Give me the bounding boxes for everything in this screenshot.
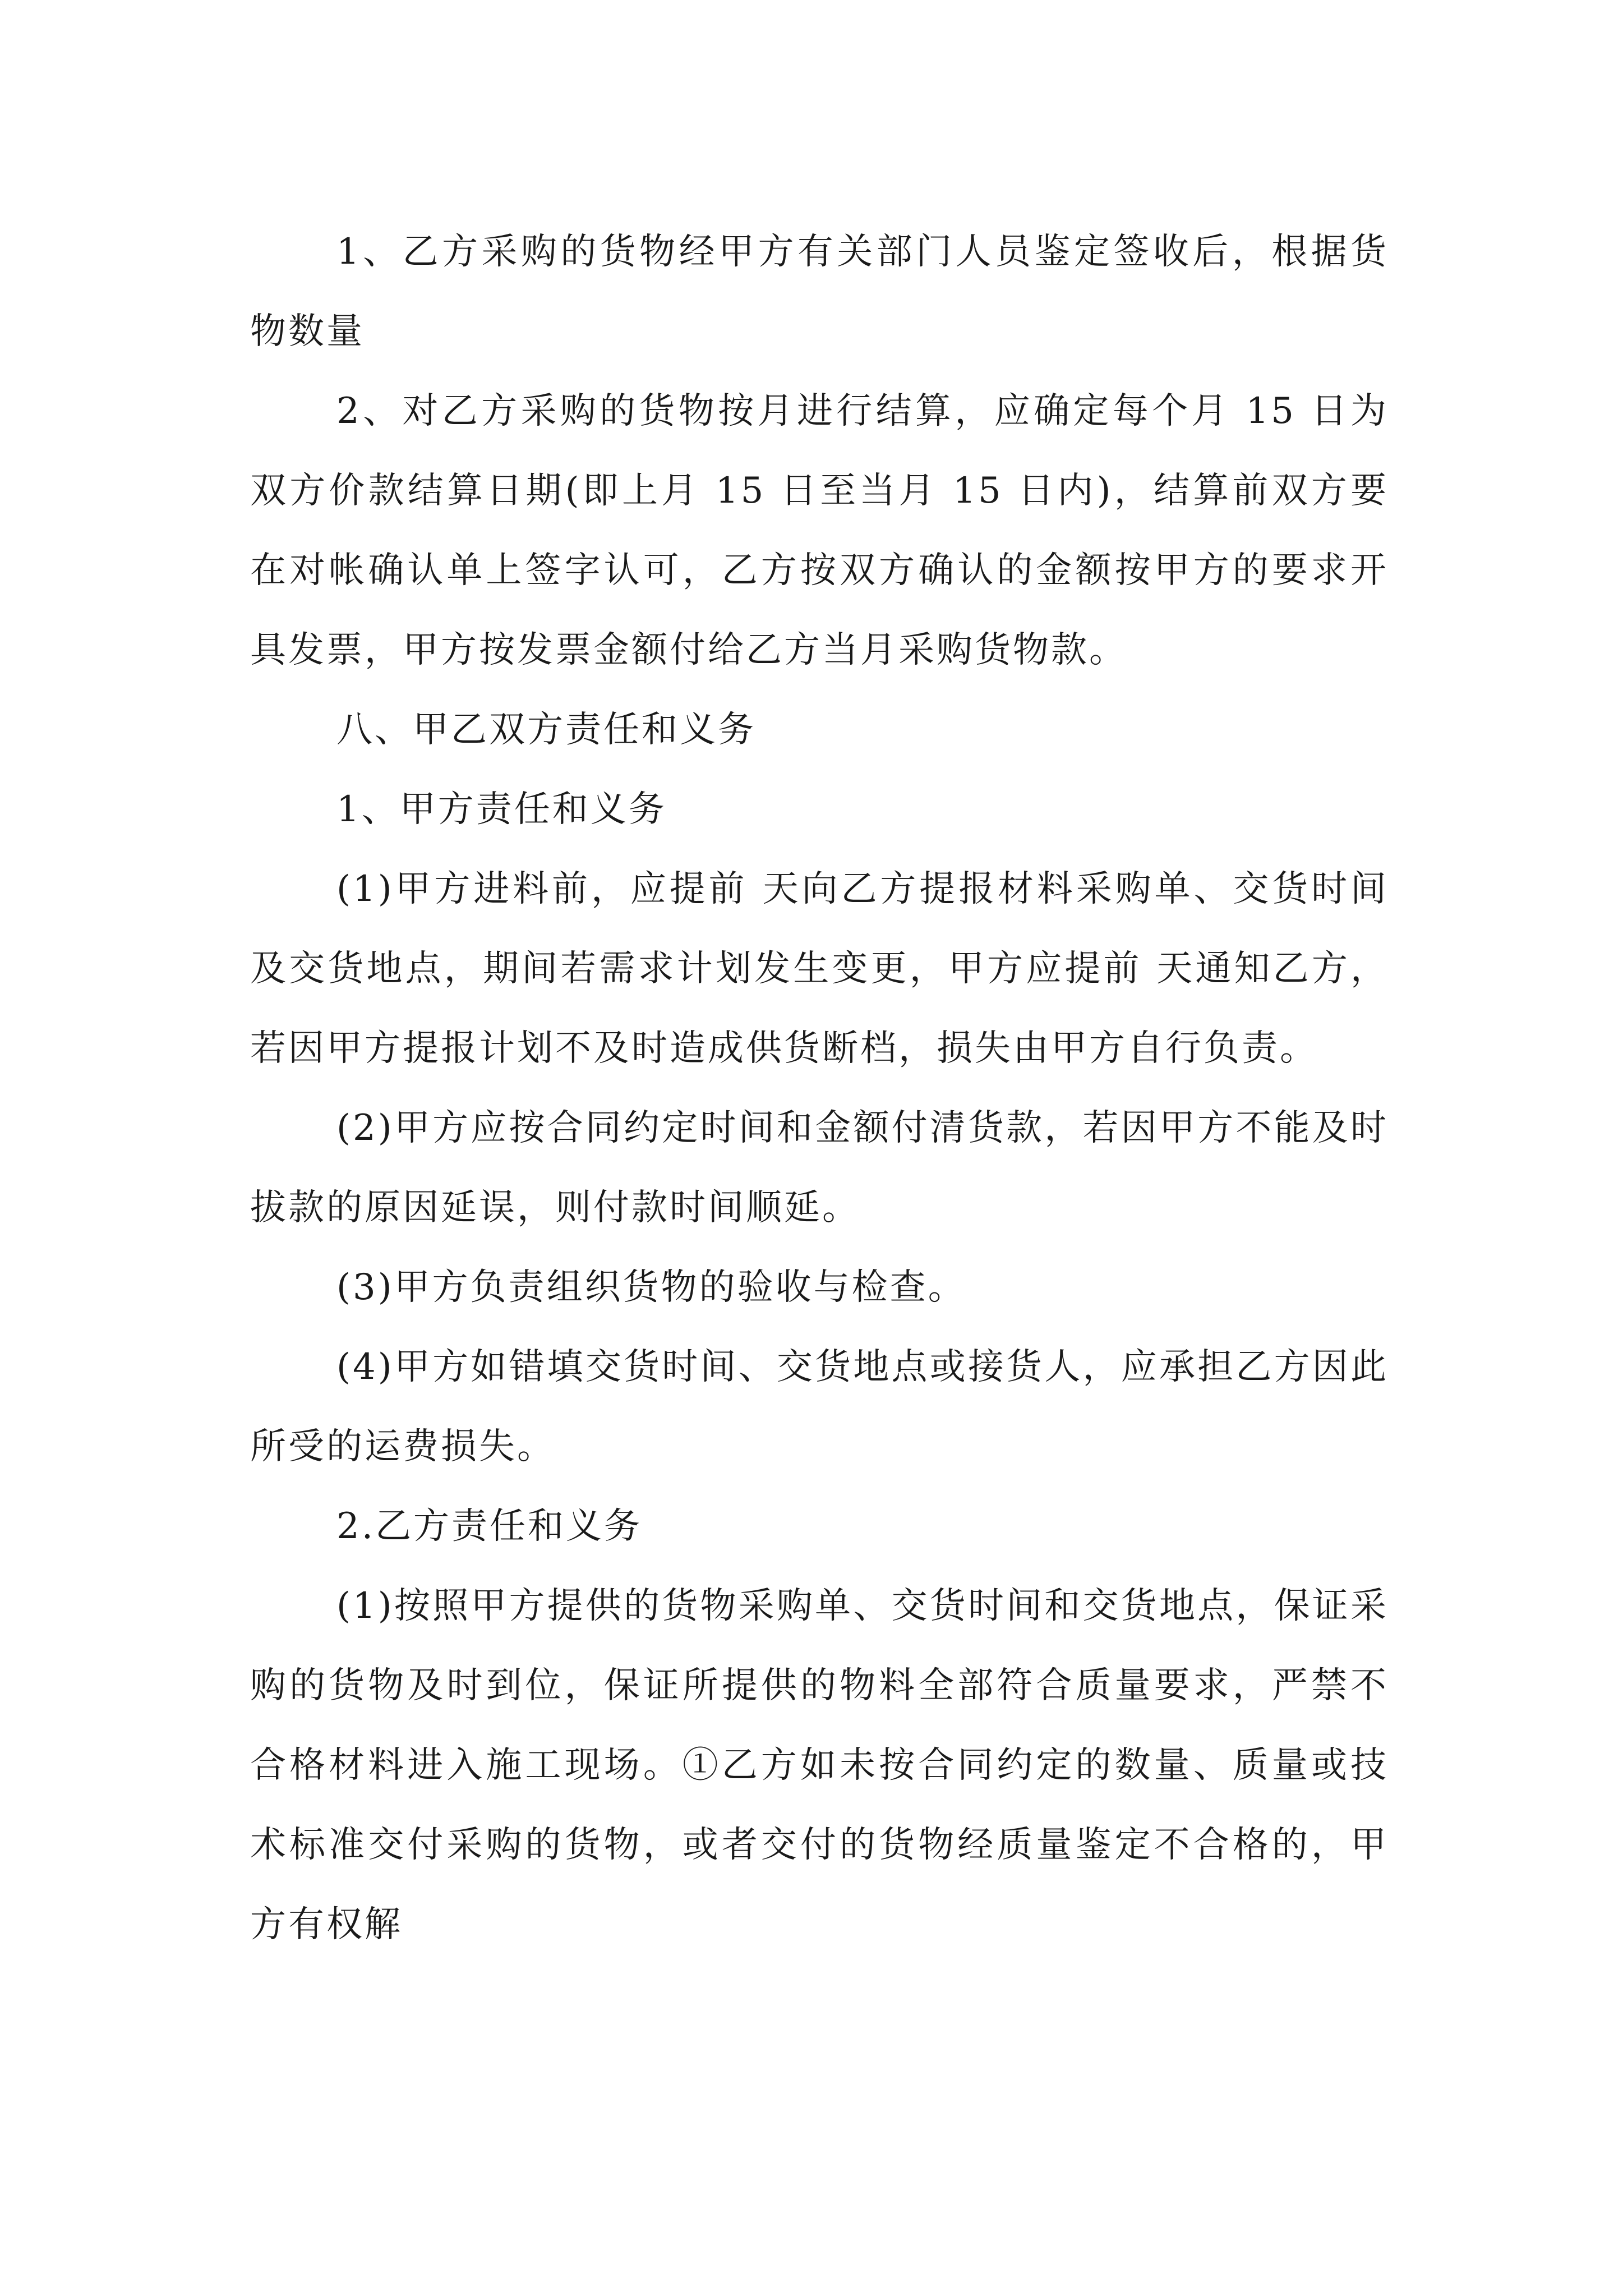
subsection-heading-party-a: 1、甲方责任和义务 xyxy=(336,789,667,830)
section-heading-8: 八、甲乙双方责任和义务 xyxy=(336,709,756,751)
paragraph-party-b-1: (1)按照甲方提供的货物采购单、交货时间和交货地点，保证采购的货物及时到位，保证所提供的物料全部符合质量要求，严禁不合格材料进入施工现场。①乙方如未按合同约定的数量、质量或技术标准交付采购的货物，或者交付的货物经质量鉴定不合格的，甲方有权解 xyxy=(250,1585,1389,1945)
paragraph-party-a-1: (1)甲方进料前，应提前 天向乙方提报材料采购单、交货时间及交货地点，期间若需求计划发生变更，甲方应提前 天通知乙方，若因甲方提报计划不及时造成供货断档，损失由甲方自行负责。 xyxy=(250,868,1389,1069)
paragraph-party-a-2: (2)甲方应按合同约定时间和金额付清货款，若因甲方不能及时拔款的原因延误，则付款时间顺延。 xyxy=(250,1107,1389,1228)
document-body xyxy=(250,212,1389,1964)
subsection-heading-party-b: 2.乙方责任和义务 xyxy=(336,1506,643,1547)
paragraph-1: 1、乙方采购的货物经甲方有关部门人员鉴定签收后，根据货物数量 xyxy=(250,231,1389,352)
paragraph-party-a-3: (3)甲方负责组织货物的验收与检查。 xyxy=(336,1267,966,1308)
paragraph-2: 2、对乙方采购的货物按月进行结算，应确定每个月 15 日为双方价款结算日期(即上月 15 日至当月 15 日内)，结算前双方要在对帐确认单上签字认可，乙方按双方确认的金额按甲方的要求开具发票，甲方按发票金额付给乙方当月采购货物款。 xyxy=(250,390,1389,671)
paragraph-party-a-4: (4)甲方如错填交货时间、交货地点或接货人，应承担乙方因此所受的运费损失。 xyxy=(250,1346,1389,1467)
